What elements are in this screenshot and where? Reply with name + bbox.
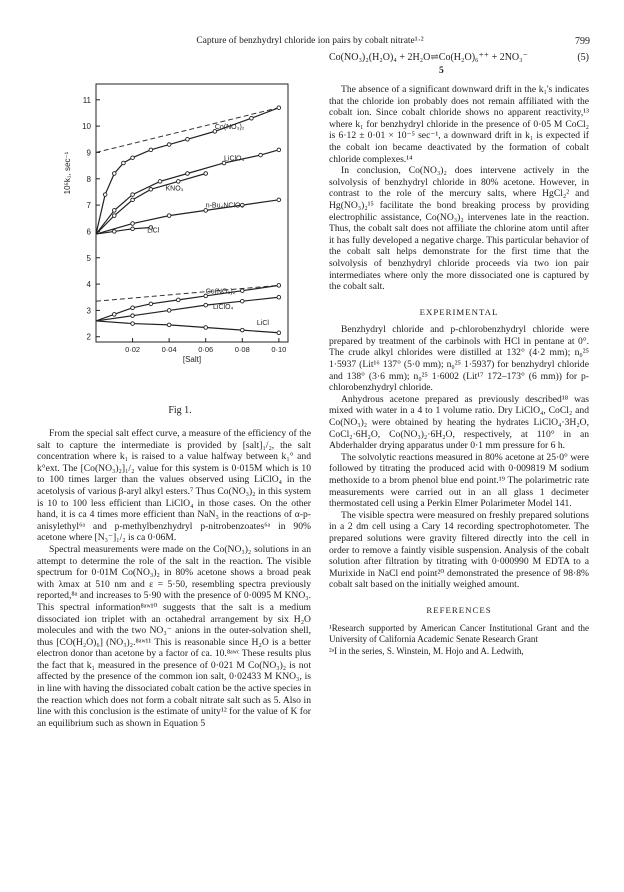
data-point [277,284,281,288]
series-line [96,200,279,234]
data-point [131,193,135,197]
paragraph: From the special salt effect curve, a measure of the efficiency of the salt to capture the intermediate is provided by [salt]₁/₂, the salt concentration where k₁ is raised to a value halfway between k₁° and k°ext. The [Co(NO₃)₂]₁/₂ value for this system is 0·015M which is 10 to 100 times larger than the values observed using LiClO₄ in the acetolysis of various β-aryl alkyl esters.⁷ Thus Co(NO₃)₂ in this system is 10 to 100 less efficient than LiClO₄ in those cases. On the other hand, it is ca 4 times more efficient than NaN₃ in the reactions of α-p-anisylethyl⁶ᵃ and p-methylbenzhydryl p-nitrobenzoates⁶ᵃ in 90% acetone where [N₃⁻]₁/₂ is ca 0·06M. [37,428,311,544]
reference-item: ¹Research supported by American Cancer Institutional Grant and the University of California Academic Senate Research Grant [329,622,589,644]
data-point [131,227,135,231]
paragraph: Spectral measurements were made on the Co(NO₃)₂ solutions in an attempt to determine the role of the salt in the reaction. The visible spectrum for 0·01M Co(NO₃)₂ in 80% acetone shows a broad peak with λmax at 510 nm and ε = 5·50, resembling spectra previously reported,⁸ᵃ and increases to 5·90 with the presence of 0·0095 M KNO₃. This spectral information⁸ᵃʷ¹⁰ suggests that the salt is a medium dissociated ion triplet with an octahedral arrangement by six H₂O molecules and with the two NO₃⁻ anions in the outer-solvation shell, thus [CO(H₂O)₆] (NO₃)₂.⁸ᵃʷ¹¹ This is reasonable since H₂O is a better electron donor than acetone by a factor of ca. 10.⁸ᵃʷᶜ These results plus the fact that k₁ measured in the presence of 0·021 M Co(NO₃)₂ is not affected by the presence of the common ion salt, 0·02433 M KNO₃, is in line with having the dissociated cobalt cation be the active species in the reaction which does not form a cobalt nitrate salt such as 5. Also in line with this conclusion is the estimate of unity¹² for the value of K for an equilibrium such as shown in Equation 5 [37,543,311,729]
figure-caption: Fig 1. [168,405,192,416]
figure-1 [60,70,300,400]
data-point [167,143,171,147]
series-line [96,108,279,234]
data-point [112,172,116,176]
paragraph: Benzhydryl chloride and p-chlorobenzhydryl chloride were prepared by treatment of the carbinols with HCl in pentane at 0°. The crude alkyl chlorides were distilled at 132° (4·2 mm); n₀²⁵ 1·5937 (Lit¹⁶ 137° (5·0 mm); n₀²⁵ 1·5937) for benzhydryl chloride and 138° (3·6 mm); n₀²⁵ 1·6002 (Lit¹⁷ 172–173° (6 mm)) for p-chlorobenzhydryl chloride. [329,324,589,394]
reference-item: ²ᵃI in the series, S. Winstein, M. Hojo and A. Ledwith, [329,645,524,656]
data-point [176,180,180,184]
data-point [149,302,153,306]
data-point [131,156,135,160]
series-label: LiClO₄ [224,155,245,163]
data-point [112,209,116,213]
references-heading: REFERENCES [426,604,492,615]
series-label: KNO₃ [165,185,184,193]
rate-vs-salt-chart [60,70,300,400]
y-tick-label: 8 [86,174,91,184]
data-point [131,306,135,310]
x-tick-label: 0·02 [125,345,141,354]
x-tick-label: 0·04 [161,345,177,354]
y-tick-label: 4 [86,280,91,290]
data-point [131,314,135,318]
y-tick-label: 9 [86,148,91,158]
data-point [167,323,171,327]
data-point [240,289,244,293]
data-point [167,214,171,218]
series-line [96,297,279,321]
y-tick-label: 11 [82,95,91,105]
data-point [250,116,254,120]
data-point [204,172,208,176]
series-label: Co(NO₃)₂ [205,288,236,296]
x-axis-label: [Salt] [182,355,202,364]
series-line [96,227,151,234]
paragraph: In conclusion, Co(NO₃)₂ does intervene actively in the solvolysis of benzhydryl chloride in 80% acetone. However, in contrast to the role of the mercury salts, where HgCl₂² and Hg(NO₃)₂¹⁵ facilitate the bond breaking process by providing electrophilic assistance, Co(NO₃)₂ intervenes late in the reaction. Thus, the cobalt salt does not affiliate the chlorine atom until after it has fully developed a negative charge. This particular behavior of the cobalt salt helps demonstrate for the first time that the solvolysis of benzhydryl chloride proceeds via two ion pair intermediates where only the more dissociated one is captured by the cobalt salt. [329,165,589,293]
series-label: LiCl [147,227,160,235]
data-point [112,230,116,234]
series-label: LiCl [256,319,269,327]
data-point [131,322,135,326]
data-point [103,193,107,197]
running-title: Capture of benzhydryl chloride ion pairs by cobalt nitrate¹·² [196,36,424,46]
series-line [96,285,279,321]
data-point [277,106,281,110]
data-point [158,180,162,184]
data-point [277,198,281,202]
plot-frame [96,84,288,342]
data-point [259,153,263,157]
x-tick-label: 0·06 [198,345,214,354]
data-point [240,328,244,332]
paragraph: Anhydrous acetone prepared as previously described¹⁸ was mixed with water in a 4 to 1 volume ratio. Dry LiClO₄, CoCl₂ and Co(NO₃)₂ were obtained by heating the hydrates LiClO₄·3H₂O, CoCl₂·6H₂O, Co(NO₃)₂·6H₂O, respectively, at 110° in an Abderhalder drying apparatus under 0·1 mm pressure for 6 h. [329,393,589,452]
data-point [277,295,281,299]
paragraph: The visible spectra were measured on freshly prepared solutions in a 2 dm cell using a Cary 14 recording spectrophotometer. The prepared solutions were gravity filtered directly into the cell in order to remove a faintly visible suspension. Analysis of the cobalt solution after filtration by titrating with 0·000990 M EDTA to a Murixide in NaCl end point²⁰ demonstrated the presence of 98·8% cobalt salt based on the initially weighed amount. [329,509,589,591]
dashed-guide-line [96,108,279,153]
y-tick-label: 6 [86,227,91,237]
data-point [131,198,135,202]
data-point [112,214,116,218]
y-axis-label: 10⁵k₁, sec⁻¹ [63,151,72,195]
x-tick-label: 0·10 [271,345,287,354]
data-point [131,222,135,226]
data-point [186,137,190,141]
x-tick-label: 0·08 [234,345,250,354]
paragraph: The solvolytic reactions measured in 80% acetone at 25·0° were followed by titrating the produced acid with 0·009819 M sodium methoxide to a brom phenol blue end point.¹⁹ The polarimetric rate measurements were carried out in an all glass 1 decimeter thermostated cell using a Perkin Elmer Polarimeter Model 141. [329,451,589,510]
data-point [112,313,116,317]
series-line [96,174,206,235]
left-column [37,428,311,729]
series-line [96,321,279,333]
data-point [176,298,180,302]
series-label: Co(NO₃)₂ [214,123,245,131]
data-point [149,148,153,152]
page-number: 799 [575,36,590,47]
data-point [149,188,153,192]
series-label: LiClO₄ [213,304,234,312]
data-point [277,331,281,335]
series-label: n-Bu₄NClO₄ [205,202,244,210]
experimental-heading: EXPERIMENTAL [419,306,499,317]
equation-number: (5) [577,52,589,63]
data-point [240,299,244,303]
references-list [329,623,589,657]
data-point [122,161,126,165]
data-point [186,172,190,176]
y-tick-label: 5 [86,253,91,263]
y-tick-label: 7 [86,201,91,211]
data-point [167,309,171,313]
equation-5 [329,52,589,76]
paragraph: The absence of a significant downward drift in the k₁'s indicates that the chloride ion probably does not remain affiliated with the cobalt ion. Since cobalt chloride shows no apparent reactivity,¹³ where k₁ for benzhydryl chloride in the presence of 0·05 M CoCl₂ is 6·12 ± 0·01 × 10⁻⁵ sec⁻¹, a downward drift in k₁ is expected if the cobalt ion became deactivated by the formation of cobalt chloride complexes.¹⁴ [329,84,589,165]
right-column [329,84,589,658]
y-tick-label: 2 [86,332,91,342]
data-point [204,326,208,330]
equation-text: Co(NO₃)₂(H₂O)₄ + 2H₂O⇌Co(H₂O)₆⁺⁺ + 2NO₃⁻ [329,52,528,63]
data-point [204,303,208,307]
equation-label: 5 [439,66,444,76]
y-tick-label: 10 [82,122,91,132]
y-tick-label: 3 [86,306,91,316]
data-point [277,148,281,152]
